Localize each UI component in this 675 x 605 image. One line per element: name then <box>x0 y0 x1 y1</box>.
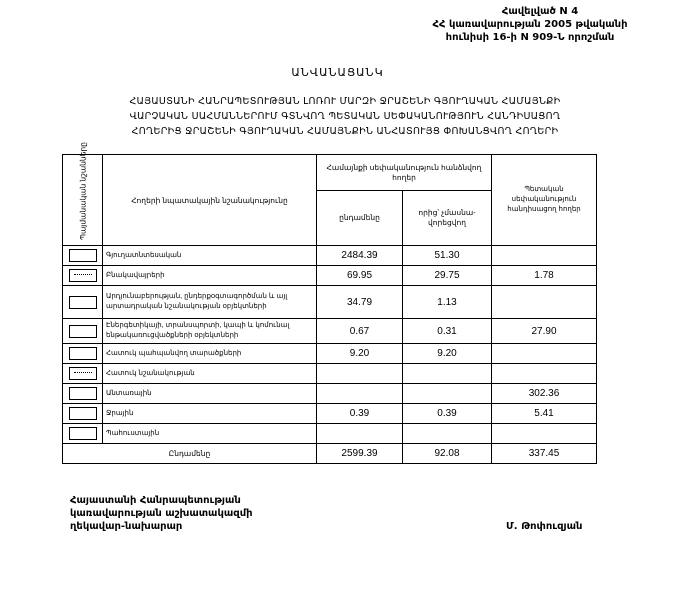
header-signs-label: Պայմանական նշանները <box>78 142 87 240</box>
sign-cell <box>63 424 103 444</box>
totals-total: 2599.39 <box>317 444 403 464</box>
legend-symbol-icon <box>69 347 97 360</box>
unprivatized-cell: 9.20 <box>403 344 492 364</box>
legend-symbol-icon <box>69 427 97 440</box>
legend-symbol-icon <box>69 367 97 380</box>
state-cell <box>492 344 597 364</box>
header-state-owned: Պետական սեփականություն հանդիսացող հողեր <box>492 155 597 246</box>
signatory-name: Մ. Թոփուզյան <box>506 521 583 532</box>
header-purpose: Հողերի նպատակային նշանակությունը <box>103 155 317 246</box>
total-cell <box>317 384 403 404</box>
header-unprivatized: որից՝ չմասնա-վորեցվող <box>403 191 492 246</box>
table-row <box>63 384 597 404</box>
sign-cell <box>63 404 103 424</box>
document-title: ԱՆՎԱՆԱՑԱՆԿ <box>291 66 384 79</box>
total-cell: 9.20 <box>317 344 403 364</box>
total-cell <box>317 364 403 384</box>
table-row <box>63 319 597 344</box>
unprivatized-cell: 0.39 <box>403 404 492 424</box>
sign-cell <box>63 286 103 319</box>
unprivatized-cell: 51.30 <box>403 246 492 266</box>
purpose-cell: Անտառային <box>103 384 317 404</box>
legend-symbol-icon <box>69 407 97 420</box>
subtitle-line-2: ՎԱՐՉԱԿԱՆ ՍԱՀՄԱՆՆԵՐՈՒՄ ԳՏՆՎՈՂ ՊԵՏԱԿԱՆ ՍԵՓԱԿԱՆՈՒԹՅՈՒՆ ՀԱՆԴԻՍԱՑՈՂ <box>129 111 561 122</box>
purpose-cell: Ջրային <box>103 404 317 424</box>
total-cell: 0.67 <box>317 319 403 344</box>
state-cell: 27.90 <box>492 319 597 344</box>
total-cell: 2484.39 <box>317 246 403 266</box>
state-cell: 302.36 <box>492 384 597 404</box>
legend-symbol-icon <box>69 269 97 282</box>
table-row <box>63 424 597 444</box>
totals-label: Ընդամենը <box>63 444 317 464</box>
unprivatized-cell <box>403 384 492 404</box>
total-cell: 34.79 <box>317 286 403 319</box>
legend-symbol-icon <box>69 387 97 400</box>
legend-symbol-icon <box>69 249 97 262</box>
legend-symbol-icon <box>69 296 97 309</box>
annex-date-line: հունիսի 16-ի N 909-Ն որոշման <box>445 32 615 43</box>
header-community-group: Համայնքի սեփականություն հանձնվող հողեր <box>317 155 492 191</box>
annex-decree-line: ՀՀ կառավարության 2005 թվականի <box>432 19 628 30</box>
table-row <box>63 246 597 266</box>
table-row <box>63 266 597 286</box>
subtitle-line-3: ՀՈՂԵՐԻՑ ՋՐԱՇԵՆԻ ԳՅՈՒՂԱԿԱՆ ՀԱՄԱՅՆՔԻՆ ԱՆՀԱՏՈՒՅՑ ՓՈԽԱՆՑՎՈՂ ՀՈՂԵՐԻ <box>131 126 559 137</box>
table-body <box>63 246 597 464</box>
purpose-cell: Բնակավայրերի <box>103 266 317 286</box>
signatory-line-1: Հայաստանի Հանրապետության <box>70 495 241 506</box>
subtitle-line-1: ՀԱՅԱՍՏԱՆԻ ՀԱՆՐԱՊԵՏՈՒԹՅԱՆ ԼՈՌՈՒ ՄԱՐԶԻ ՋՐԱՇԵՆԻ ԳՅՈՒՂԱԿԱՆ ՀԱՄԱՅՆՔԻ <box>129 96 561 107</box>
purpose-cell: Հատուկ նշանակության <box>103 364 317 384</box>
annex-header <box>395 5 665 44</box>
totals-unprivatized: 92.08 <box>403 444 492 464</box>
totals-row <box>63 444 597 464</box>
purpose-cell: Էներգետիկայի, տրանսպորտի, կապի և կոմունալ ենթակառուցվածքների օբյեկտների <box>103 319 317 344</box>
unprivatized-cell <box>403 424 492 444</box>
state-cell: 5.41 <box>492 404 597 424</box>
sign-cell <box>63 266 103 286</box>
total-cell: 69.95 <box>317 266 403 286</box>
land-table <box>62 142 597 464</box>
table-row <box>63 286 597 319</box>
signatory-line-3: ղեկավար-նախարար <box>70 521 183 532</box>
purpose-cell: Գյուղատնտեսական <box>103 246 317 266</box>
sign-cell <box>63 384 103 404</box>
header-signs <box>63 142 103 246</box>
document-subtitle <box>55 94 635 139</box>
total-cell <box>317 424 403 444</box>
unprivatized-cell: 1.13 <box>403 286 492 319</box>
state-cell <box>492 364 597 384</box>
sign-cell <box>63 319 103 344</box>
total-cell: 0.39 <box>317 404 403 424</box>
state-cell <box>492 424 597 444</box>
unprivatized-cell: 29.75 <box>403 266 492 286</box>
sign-cell <box>63 344 103 364</box>
unprivatized-cell <box>403 364 492 384</box>
annex-number: Հավելված N 4 <box>501 6 579 17</box>
state-cell: 1.78 <box>492 266 597 286</box>
sign-cell <box>63 364 103 384</box>
header-total: ընդամենը <box>317 191 403 246</box>
sign-cell <box>63 246 103 266</box>
signatory-line-2: կառավարության աշխատակազմի <box>70 508 253 519</box>
signatory-title <box>70 494 253 533</box>
purpose-cell: Հատուկ պահպանվող տարածքների <box>103 344 317 364</box>
legend-symbol-icon <box>69 325 97 338</box>
table-row <box>63 404 597 424</box>
unprivatized-cell: 0.31 <box>403 319 492 344</box>
totals-state: 337.45 <box>492 444 597 464</box>
state-cell <box>492 246 597 266</box>
table-row <box>63 364 597 384</box>
state-cell <box>492 286 597 319</box>
purpose-cell: Արդյունաբերության, ընդերքօգտագործման և այլ արտադրական նշանակության օբյեկտների <box>103 286 317 319</box>
table-row <box>63 344 597 364</box>
purpose-cell: Պահուստային <box>103 424 317 444</box>
